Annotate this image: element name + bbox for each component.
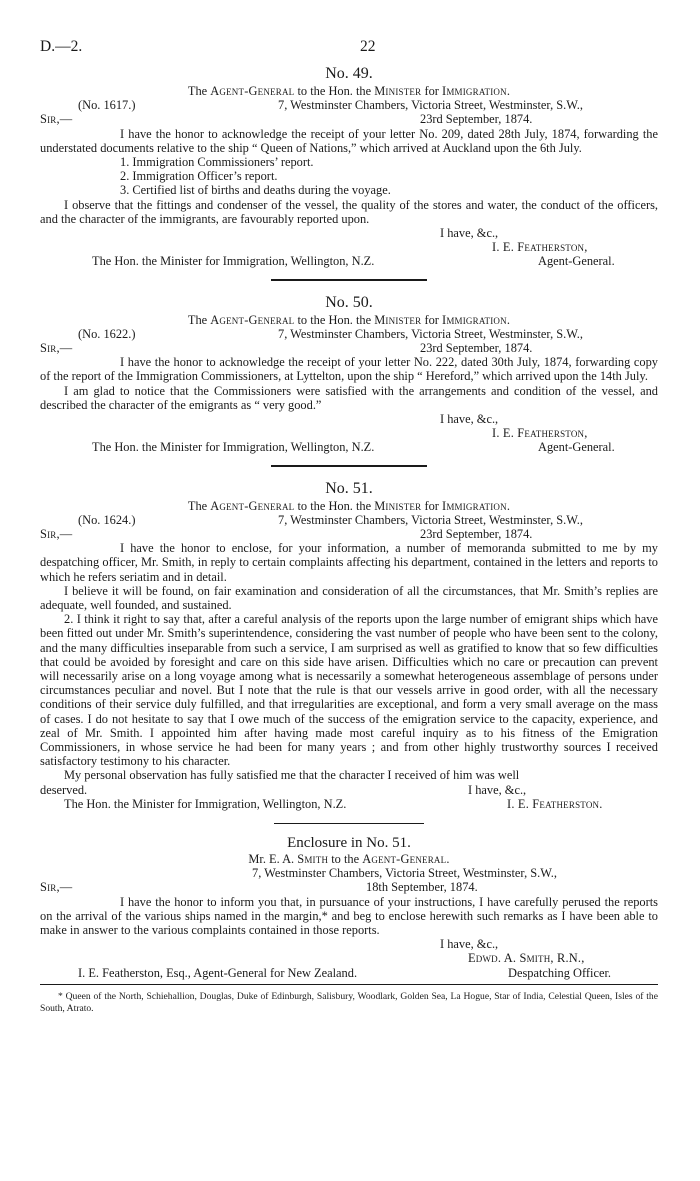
- section-divider: [274, 823, 424, 824]
- letter-ref-number: (No. 1622.): [78, 326, 136, 341]
- signature: Edwd. A. Smith, R.N.,: [468, 951, 585, 966]
- letter-title: The Agent-General to the Hon. the Minister for Immigration.: [187, 84, 511, 98]
- enclosure-heading: Mr. E. A. Smith to the Agent-General.: [248, 851, 450, 866]
- letter-address-row: [40, 98, 658, 112]
- complimentary-close: I have, &c.,: [440, 937, 499, 952]
- letter-paragraph: I have the honor to acknowledge the receipt of your letter No. 222, dated 30th July, 1874, forwarding copy of the report of the Immigration Commissioners, at Lyttelton, upon the ship “ Hereford,” which arrived upon the 14th July.: [40, 355, 658, 384]
- letter-51: [40, 479, 658, 811]
- signature: I. E. Featherston,: [492, 426, 588, 441]
- closing-row: [40, 783, 658, 797]
- letter-paragraph: I have the honor to acknowledge the receipt of your letter No. 209, dated 28th July, 1874, forwarding the understated documents relative to the ship “ Queen of Nations,” which arrived at Auckland upon the 6th July.: [40, 126, 658, 155]
- signatory-role: Agent-General.: [538, 254, 615, 269]
- document-list: [40, 155, 658, 198]
- letter-49: [40, 64, 658, 269]
- addressee-row: [40, 966, 658, 980]
- complimentary-close: I have, &c.,: [440, 411, 499, 426]
- letter-paragraph: I have the honor to enclose, for your information, a number of memoranda submitted to me by my despatching officer, Mr. Smith, in reply to certain complaints affecting his department, contained in the letters and reports to which he refers seriatim and in detail.: [40, 541, 658, 584]
- letter-date: 23rd September, 1874.: [420, 112, 533, 127]
- sender-address: 7, Westminster Chambers, Victoria Street, Westminster, S.W.,: [278, 512, 584, 527]
- letter-title: The Agent-General to the Hon. the Minister for Immigration.: [187, 312, 511, 327]
- paragraph-end: deserved.: [40, 782, 88, 797]
- addressee: I. E. Featherston, Esq., Agent-General for New Zealand.: [78, 965, 358, 980]
- letter-50: [40, 293, 658, 455]
- section-divider: [271, 465, 427, 467]
- letter-number: No. 51.: [325, 479, 373, 497]
- footnote: * Queen of the North, Schiehallion, Douglas, Duke of Edinburgh, Salisbury, Woodlark, Golden Sea, La Hogue, Star of India, Celestial Queen, Isles of the South, Atrato.: [40, 990, 658, 1014]
- letter-paragraph: I observe that the fittings and condenser of the vessel, the quality of the stores and water, the conduct of the officers, and the character of the immigrants, are favourably reported upon.: [40, 197, 658, 226]
- letter-paragraph: My personal observation has fully satisfied me that the character I received of him was well: [64, 768, 520, 783]
- signature: I. E. Featherston.: [507, 796, 603, 811]
- signature: I. E. Featherston,: [492, 240, 588, 255]
- letter-number: No. 49.: [325, 65, 373, 82]
- letter-number: No. 50.: [325, 293, 373, 311]
- salutation: Sir,—: [40, 880, 73, 895]
- sender-address: 7, Westminster Chambers, Victoria Street, Westminster, S.W.,: [278, 326, 584, 341]
- signatory-role: Despatching Officer.: [508, 965, 611, 980]
- letter-paragraph: 2. I think it right to say that, after a careful analysis of the reports upon the large number of emigrant ships which have been fitted out under Mr. Smith’s superintendence, considering the vast number of people who have been sent to the colony, and the many difficulties inseparable from such a service, I am surprised as well as gratified to know that so few difficulties that could be avoided by foresight and care on this side have arisen. Difficulties which no care or precaution can prevent will necessarily arise on a long voyage among what is necessarily a somewhat heterogeneous assemblage of persons under circumstances peculiar and novel. But I note that the rule is that our vessels arrive in good order, with all the necessary conditions of their service duly fulfilled, and that irregularities are exceptional, and form a very small average on the mass of cases. I do not hesitate to say that I owe much of the success of the emigration service to the capacity, experience, and zeal of Mr. Smith. I appointed him after having made most careful inquiry as to his fitness of the Emigration Commissioners, in whose service he had been for many years ; and from other highly trustworthy sources I received satisfactory testimony to his character.: [40, 612, 658, 769]
- addressee: The Hon. the Minister for Immigration, Wellington, N.Z.: [64, 796, 347, 811]
- salutation: Sir,—: [40, 526, 73, 541]
- salutation-row: [40, 527, 658, 541]
- letter-paragraph: I believe it will be found, on fair examination and consideration of all the circumstances, that Mr. Smith’s replies are adequate, well founded, and sustained.: [40, 583, 658, 612]
- complimentary-close: I have, &c.,: [440, 226, 499, 240]
- list-item: 1. Immigration Commissioners’ report.: [120, 154, 314, 169]
- complimentary-close: I have, &c.,: [468, 782, 527, 797]
- document-reference: D.—2.: [40, 38, 83, 55]
- salutation: Sir,—: [40, 340, 73, 355]
- addressee: The Hon. the Minister for Immigration, Wellington, N.Z.: [92, 254, 375, 269]
- letter-paragraph: I have the honor to inform you that, in pursuance of your instructions, I have carefully perused the reports on the arrival of the various ships named in the margin,* and beg to enclose herewith such remarks as I have been able to make in answer to the various complaints contained in those reports.: [40, 894, 658, 937]
- letter-ref-number: (No. 1617.): [78, 98, 136, 113]
- enclosure-title: Enclosure in No. 51.: [287, 834, 411, 851]
- sender-address: 7, Westminster Chambers, Victoria Street, Westminster, S.W.,: [278, 98, 584, 113]
- list-item: 2. Immigration Officer’s report.: [120, 169, 278, 184]
- letter-title: The Agent-General to the Hon. the Minister for Immigration.: [187, 498, 511, 513]
- addressee-row: [40, 440, 658, 454]
- salutation: Sir,—: [40, 112, 73, 127]
- page-header: [40, 30, 658, 62]
- addressee: The Hon. the Minister for Immigration, Wellington, N.Z.: [92, 440, 375, 455]
- letter-paragraph: I am glad to notice that the Commissioners were satisfied with the arrangements and condition of the vessel, and described the character of the emigrants as “ very good.”: [40, 383, 658, 412]
- letter-address-row: [40, 513, 658, 527]
- enclosure: [40, 834, 658, 980]
- letter-address-row: [40, 327, 658, 341]
- letter-date: 23rd September, 1874.: [420, 340, 533, 355]
- footnote-rule: [40, 984, 658, 985]
- letter-ref-number: (No. 1624.): [78, 512, 136, 527]
- salutation-row: [40, 112, 658, 126]
- salutation-row: [40, 880, 658, 894]
- letter-date: 23rd September, 1874.: [420, 526, 533, 541]
- section-divider: [271, 279, 427, 281]
- list-item: 3. Certified list of births and deaths during the voyage.: [120, 183, 391, 198]
- addressee-row: [40, 254, 658, 268]
- letter-date: 18th September, 1874.: [366, 880, 478, 895]
- page-number: 22: [360, 38, 376, 55]
- signatory-role: Agent-General.: [538, 440, 615, 455]
- salutation-row: [40, 341, 658, 355]
- addressee-row: [40, 797, 658, 811]
- sender-address: 7, Westminster Chambers, Victoria Street, Westminster, S.W.,: [252, 866, 558, 881]
